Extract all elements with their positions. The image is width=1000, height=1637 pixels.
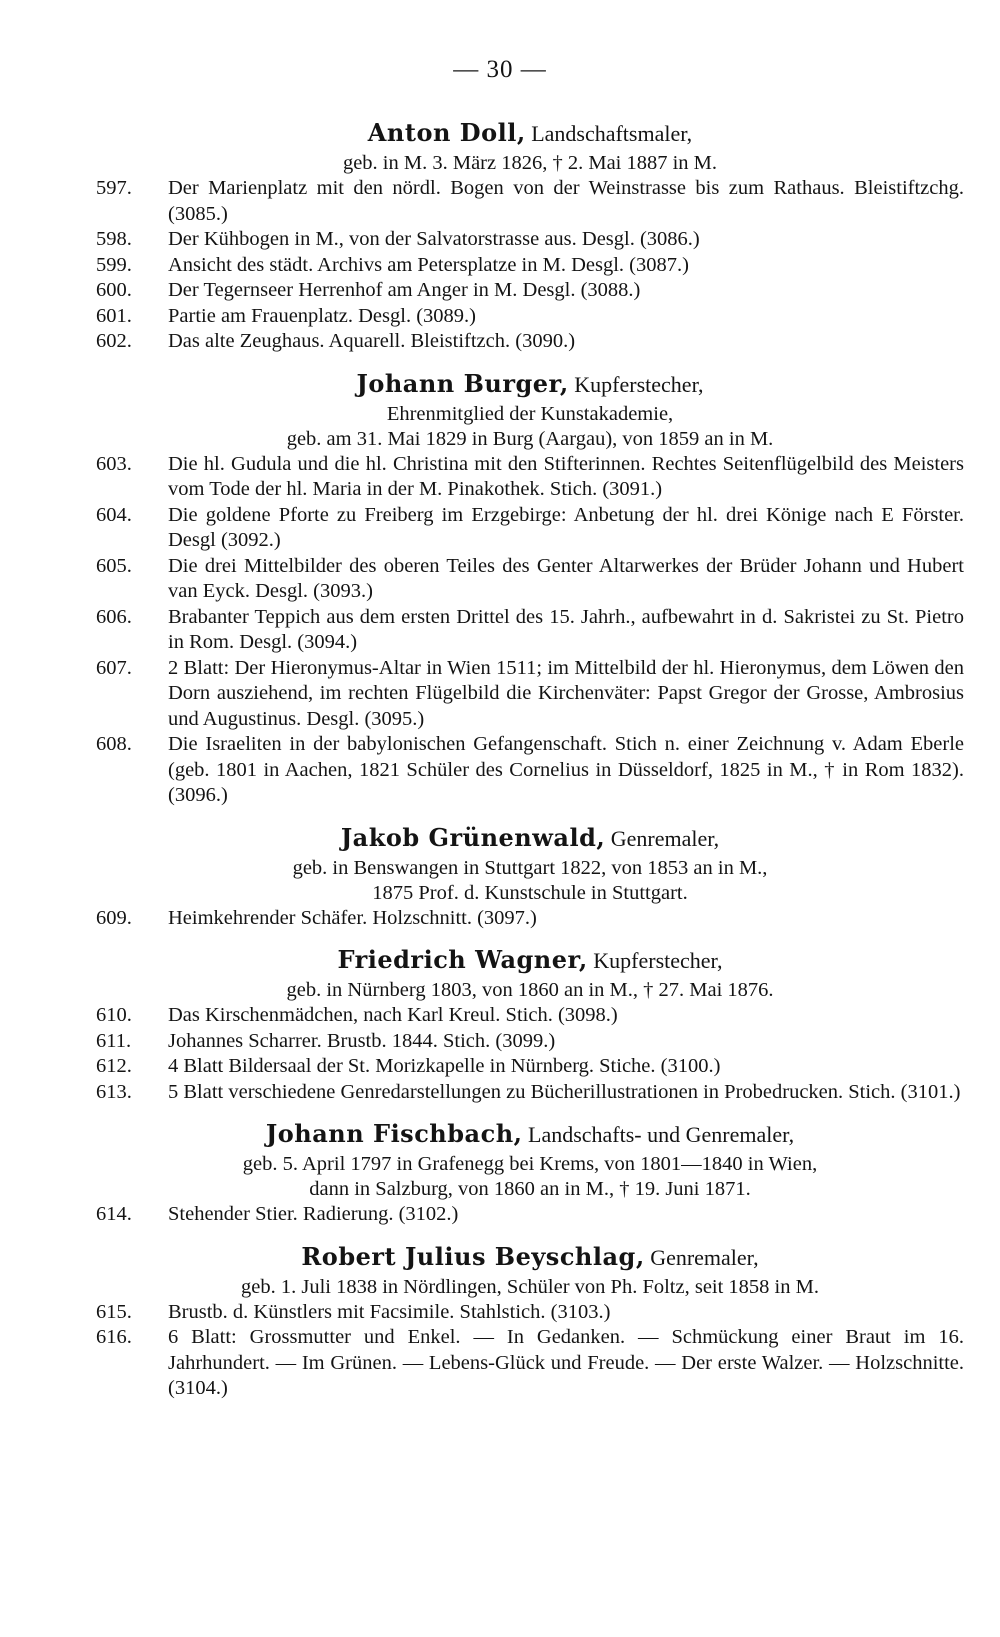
artist-section <box>96 369 964 809</box>
catalog-entry <box>96 1054 964 1080</box>
entry-text: 5 Blatt verschiedene Genredarstellungen zu Bücherillustrationen in Probedrucken. Stich. (3101.) <box>168 1080 961 1103</box>
entry-number: 597. <box>96 177 132 199</box>
artist-section <box>96 1119 964 1228</box>
entry-text: Partie am Frauenplatz. Desgl. (3089.) <box>168 304 476 327</box>
entry-text: 6 Blatt: Grossmutter und Enkel. — In Gedanken. — Schmückung einer Braut im 16. Jahrhundert. — Im Grünen. — Lebens-Glück und Freude. — Der erste Walzer. — Holzschnitte. (3104.) <box>168 1326 964 1399</box>
artist-role: Landschafts- und Genremaler, <box>522 1122 795 1147</box>
artist-bio-line: 1875 Prof. d. Kunstschule in Stuttgart. <box>372 881 688 904</box>
artist-bio-line: geb. 1. Juli 1838 in Nördlingen, Schüler von Ph. Foltz, seit 1858 in M. <box>241 1275 819 1298</box>
entry-text: Johannes Scharrer. Brustb. 1844. Stich. (3099.) <box>168 1029 556 1052</box>
entry-list <box>96 906 964 932</box>
catalog-entry <box>96 329 964 355</box>
catalog-entry <box>96 227 964 253</box>
entry-list <box>96 1202 964 1228</box>
entry-text: Die goldene Pforte zu Freiberg im Erzgebirge: Anbetung der hl. drei Könige nach E Förster. Desgl (3092.) <box>168 503 964 551</box>
catalog-entry <box>96 554 964 605</box>
entry-number: 607. <box>96 656 132 679</box>
artist-name: Anton Doll, <box>367 118 526 147</box>
artist-role: Kupferstecher, <box>587 948 723 973</box>
artist-name: Johann Burger, <box>356 368 569 398</box>
entry-text: Der Tegernseer Herrenhof am Anger in M. Desgl. (3088.) <box>168 279 641 301</box>
entry-list <box>96 452 964 809</box>
page-number: — 30 — <box>453 56 547 83</box>
artist-name: Johann Fischbach, <box>265 1119 523 1148</box>
artist-heading <box>96 118 964 149</box>
artist-bio-line: geb. in M. 3. März 1826, † 2. Mai 1887 in M. <box>342 152 718 174</box>
entry-number: 612. <box>96 1055 132 1077</box>
entry-number: 603. <box>96 452 132 475</box>
artist-heading <box>96 823 964 854</box>
artist-heading <box>96 1242 964 1273</box>
artist-role: Genremaler, <box>605 825 720 851</box>
entry-text: Der Marienplatz mit den nördl. Bogen von der Weinstrasse bis zum Rathaus. Bleistiftzchg. (3085.) <box>168 177 964 225</box>
artist-role: Genremaler, <box>644 1244 759 1270</box>
entry-number: 602. <box>96 330 132 352</box>
catalog-entry <box>96 253 964 279</box>
catalog-entry <box>96 1300 964 1326</box>
catalog-entry <box>96 1325 964 1402</box>
entry-list <box>96 1300 964 1402</box>
entry-number: 608. <box>96 733 132 755</box>
catalog-entry <box>96 906 964 932</box>
artist-heading <box>96 945 964 976</box>
artist-bio-line: dann in Salzburg, von 1860 an in M., † 19. Juni 1871. <box>309 1178 751 1200</box>
artist-section <box>96 1242 964 1402</box>
catalog-entry <box>96 1029 964 1055</box>
entry-number: 615. <box>96 1300 132 1323</box>
entry-text: Das Kirschenmädchen, nach Karl Kreul. Stich. (3098.) <box>168 1004 618 1026</box>
artist-role: Kupferstecher, <box>568 371 704 397</box>
artist-bio-line: geb. 5. April 1797 in Grafenegg bei Krems, von 1801—1840 in Wien, <box>242 1153 818 1175</box>
catalog-entry <box>96 732 964 809</box>
artist-section <box>96 945 964 1105</box>
catalog-content <box>96 118 964 1416</box>
catalog-entry <box>96 452 964 503</box>
entry-list <box>96 176 964 355</box>
artist-heading <box>96 369 964 400</box>
artist-heading <box>96 1119 964 1150</box>
entry-text: Der Kühbogen in M., von der Salvatorstrasse aus. Desgl. (3086.) <box>168 228 700 250</box>
catalog-entry <box>96 278 964 304</box>
entry-number: 613. <box>96 1080 132 1103</box>
catalog-entry <box>96 1003 964 1029</box>
catalog-entry <box>96 503 964 554</box>
entry-number: 599. <box>96 253 132 276</box>
catalog-entry <box>96 605 964 656</box>
entry-text: 4 Blatt Bildersaal der St. Morizkapelle in Nürnberg. Stiche. (3100.) <box>168 1055 721 1077</box>
entry-number: 611. <box>96 1029 132 1052</box>
catalog-entry <box>96 1080 964 1106</box>
entry-text: Ansicht des städt. Archivs am Petersplatze in M. Desgl. (3087.) <box>168 253 689 276</box>
catalog-entry <box>96 656 964 733</box>
entry-number: 598. <box>96 228 132 250</box>
artist-bio-line: geb. am 31. Mai 1829 in Burg (Aargau), von 1859 an in M. <box>286 427 774 450</box>
catalog-entry <box>96 1202 964 1228</box>
entry-number: 610. <box>96 1004 132 1026</box>
artist-section <box>96 823 964 932</box>
catalog-entry <box>96 176 964 227</box>
entry-list <box>96 1003 964 1105</box>
entry-number: 616. <box>96 1326 132 1348</box>
entry-text: Die drei Mittelbilder des oberen Teiles des Genter Altarwerkes der Brüder Johann und Hubert van Eyck. Desgl. (3093.) <box>168 554 964 602</box>
entry-text: Brabanter Teppich aus dem ersten Drittel des 15. Jahrh., aufbewahrt in d. Sakristei zu St. Pietro in Rom. Desgl. (3094.) <box>168 605 964 653</box>
artist-section <box>96 118 964 355</box>
entry-text: 2 Blatt: Der Hieronymus-Altar in Wien 1511; im Mittelbild der hl. Hieronymus, dem Löwen den Dorn ausziehend, im rechten Flügelbild die Kirchenväter: Papst Gregor der Grosse, Ambrosius und Augustinus. Desgl. (3095.) <box>168 656 964 730</box>
entry-number: 605. <box>96 554 132 577</box>
artist-bio-line: geb. in Nürnberg 1803, von 1860 an in M., † 27. Mai 1876. <box>286 979 774 1001</box>
artist-role: Landschaftsmaler, <box>525 121 693 146</box>
entry-text: Das alte Zeughaus. Aquarell. Bleistiftzch. (3090.) <box>168 330 576 352</box>
entry-text: Die Israeliten in der babylonischen Gefangenschaft. Stich n. einer Zeichnung v. Adam Eberle (geb. 1801 in Aachen, 1821 Schüler des Cornelius in Düsseldorf, 1825 in M., † in Rom 1832). (3096.) <box>168 733 964 806</box>
entry-number: 601. <box>96 304 132 327</box>
entry-number: 600. <box>96 279 132 301</box>
entry-number: 614. <box>96 1203 132 1225</box>
artist-name: Friedrich Wagner, <box>337 945 588 974</box>
entry-text: Stehender Stier. Radierung. (3102.) <box>168 1203 459 1225</box>
catalog-entry <box>96 304 964 330</box>
entry-text: Die hl. Gudula und die hl. Christina mit den Stifterinnen. Rechtes Seitenflügelbild des Meisters vom Tode der hl. Maria in der M. Pinakothek. Stich. (3091.) <box>168 452 964 500</box>
entry-number: 604. <box>96 503 132 526</box>
artist-bio-line: Ehrenmitglied der Kunstakademie, <box>386 402 674 425</box>
artist-bio-line: geb. in Benswangen in Stuttgart 1822, von 1853 an in M., <box>292 856 768 879</box>
artist-name: Jakob Grünenwald, <box>340 822 606 852</box>
artist-name: Robert Julius Beyschlag, <box>301 1241 645 1271</box>
entry-number: 606. <box>96 605 132 628</box>
entry-number: 609. <box>96 906 132 929</box>
entry-text: Brustb. d. Künstlers mit Facsimile. Stahlstich. (3103.) <box>168 1300 611 1323</box>
entry-text: Heimkehrender Schäfer. Holzschnitt. (3097.) <box>168 906 537 929</box>
